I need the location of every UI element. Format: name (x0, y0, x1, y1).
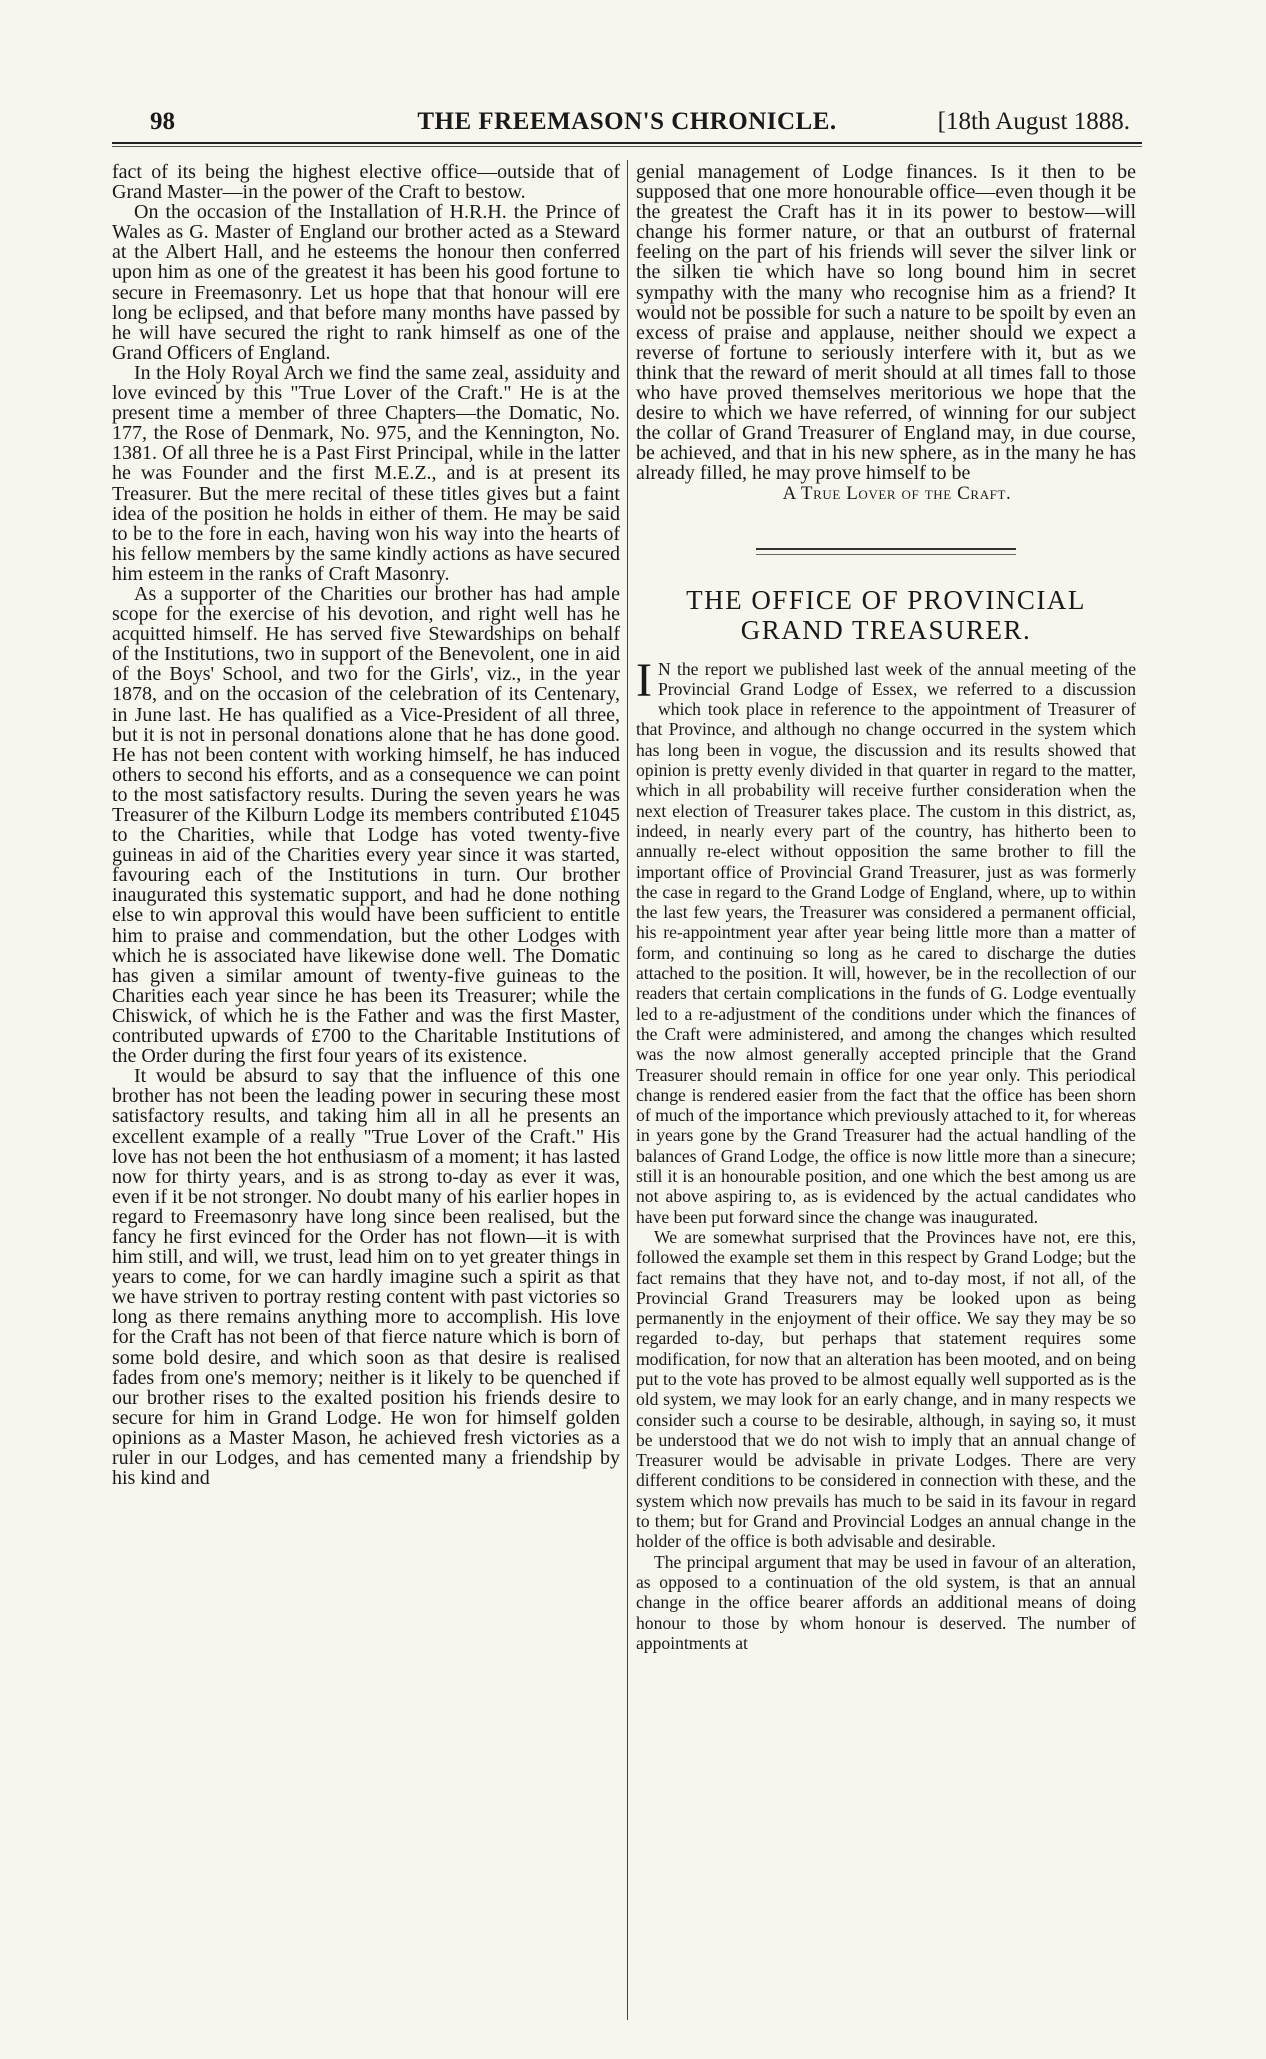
page-header (112, 104, 1142, 140)
paragraph (636, 653, 1136, 1227)
page-number: 98 (150, 108, 175, 135)
paragraph: We are somewhat surprised that the Provinces have not, ere this, followed the example set them in this respect by Grand Lodge; but the fact remains that they have not, and to-day most, if not all, of the Provincial Grand Treasurers may be looked upon as being permanently in the enjoyment of their office. We say they may be so regarded to-day, but perhaps that statement requires some modification, for now that an alteration has been mooted, and on being put to the vote has proved to be almost equally well supported as is the old system, we may look for an early change, and in many respects we consider such a course to be desirable, although, in saying so, it must be understood that we do not wish to imply that an annual change of Treasurer would be advisable in private Lodges. There are very different conditions to be considered in connection with these, and the system which now prevails has much to be said in its favour in regard to them; but for Grand and Provincial Lodges an annual change in the holder of the office is both advisable and desirable. (636, 1226, 1136, 1552)
paragraph: It would be absurd to say that the influence of this one brother has not been the leading power in securing these most satisfactory results, and taking him all in all he presents an excellent example of a really "True Lover of the Craft." His love has not been the hot enthusiasm of a moment; it has lasted now for thirty years, and is as strong to-day as ever it was, even if it be not stronger. No doubt many of his earlier hopes in regard to Freemasonry have long since been realised, but the fancy he first evinced for the Order has not flown—it is with him still, and will, we trust, lead him on to yet greater things in years to come, for we can hardly imagine such a spirit as that we have striven to portray resting content with past victories so long as there remains anything more to accomplish. His love for the Craft has not been of that fierce nature which is born of some bold desire, and which soon as that desire is realised fades from one's memory; neither is it likely to be quenched if our brother rises to the exalted position his friends desire to secure for him in Grand Lodge. He won for himself golden opinions as a Master Mason, he achieved fresh victories as a ruler in our Lodges, and has cemented many a friendship by his kind and (112, 1065, 620, 1490)
issue-date: [18th August 1888. (937, 108, 1130, 135)
right-column (636, 162, 1136, 1653)
paragraph: genial management of Lodge finances. Is it then to be supposed that one more honourable office—even though it be the greatest the Craft has it in its power to bestow—will change his former nature, or that an outburst of fraternal feeling on the part of his friends will sever the silver link or the silken tie which have so long bound him in secret sympathy with the many who recognise him as a friend? It would not be possible for such a nature to be spoilt by even an excess of praise and applause, neither should we expect a reverse of fortune to seriously interfere with it, but as we think that the reward of merit should at all times fall to those who have proved themselves meritorious we hope that the desire to which we have referred, of winning for our subject the collar of Grand Treasurer of England may, in due course, be achieved, and that in his new sphere, as in the many he has already filled, he may prove himself to be (636, 161, 1136, 485)
header-rule (112, 142, 1142, 144)
article-title: THE OFFICE OF PROVINCIAL GRAND TREASURER. (686, 584, 1086, 645)
column-divider (627, 160, 628, 2020)
paragraph: The principal argument that may be used in favour of an alteration, as opposed to a continuation of the old system, is that an annual change in the office bearer affords an additional means of doing honour to those by whom honour is deserved. The number of appointments at (636, 1551, 1136, 1653)
publication-title: THE FREEMASON'S CHRONICLE. (417, 108, 837, 135)
paragraph: As a supporter of the Charities our brother has had ample scope for the exercise of his devotion, and right well has he acquitted himself. He has served five Stewardships on behalf of the Institutions, two in support of the Benevolent, one in aid of the Boys' School, and two for the Girls', viz., in the year 1878, and on the occasion of the celebration of its Centenary, in June last. He has qualified as a Vice-President of all three, but it is not in personal donations alone that he has done good. He has not been content with working himself, he has induced others to second his efforts, and as a consequence we can point to the most satisfactory results. During the seven years he was Treasurer of the Kilburn Lodge its members contributed £1045 to the Charities, while that Lodge has voted twenty-five guineas in aid of the Charities every year since it was started, favouring each of the Institutions in turn. Our brother inaugurated this systematic support, and had he done nothing else to win approval this would have been sufficient to entitle him to praise and commendation, but the other Lodges with which he is associated have likewise done well. The Domatic has given a similar amount of twenty-five guineas to the Charities each year since he has been its Treasurer; while the Chiswick, of which he is the Father and was the first Master, contributed upwards of £700 to the Charitable Institutions of the Order during the first four years of its existence. (112, 582, 620, 1068)
section-separator-thin (756, 554, 1016, 555)
drop-cap: I (636, 653, 652, 707)
section-separator (756, 548, 1016, 550)
article-body (636, 653, 1136, 1654)
header-rule-thin (112, 146, 1142, 147)
paragraph: In the Holy Royal Arch we find the same zeal, assiduity and love evinced by this "True Lover of the Craft." He is at the present time a member of three Chapters—the Domatic, No. 177, the Rose of Denmark, No. 975, and the Kennington, No. 1381. Of all three he is a Past First Principal, while in the latter he was Founder and the first M.E.Z., and is at present its Treasurer. But the mere recital of these titles gives but a faint idea of the position he holds in either of them. He may be said to be to the fore in each, having won his way into the hearts of his fellow members by the same kindly actions as have secured him esteem in the ranks of Craft Masonry. (112, 361, 620, 585)
paragraph: fact of its being the highest elective office—outside that of Grand Master—in the power of the Craft to bestow. (112, 161, 620, 204)
paragraph-text: N the report we published last week of the annual meeting of the Provincial Grand Lodge of Essex, we referred to a discussion which took place in reference to the appointment of Treasurer of that Province, and although no change occurred in the system which has long been in vogue, the discussion and its results showed that opinion is pretty evenly divided in that quarter in regard to the matter, which in all probability will receive further consideration when the next election of Treasurer takes place. The custom in this district, as, indeed, in nearly every part of the country, has hitherto been to annually re-elect without opposition the same brother to fill the important office of Provincial Grand Treasurer, just as was formerly the case in regard to the Grand Lodge of England, where, up to within the last few years, the Treasurer was considered a permanent official, his re-appointment year after year being little more than a matter of form, and continuing so long as he cared to discharge the duties attached to the position. It will, however, be in the recollection of our readers that certain complications in the funds of G. Lodge eventually led to a re-adjustment of the conditions under which the finances of the Craft were administered, and among the changes which resulted was the now almost generally accepted principle that the Grand Treasurer should remain in office for one year only. This periodical change is rendered easier from the fact that the office has been shorn of much of the importance which previously attached to it, for whereas in years gone by the Grand Treasurer had the actual handling of the balances of Grand Lodge, the office is now little more than a sinecure; still it is an honourable position, and one which the best among us are not above aspiring to, as is evidenced by the actual candidates who have been put forward since the change was inaugurated. (636, 658, 1136, 1227)
paragraph: On the occasion of the Installation of H.R.H. the Prince of Wales as G. Master of England our brother acted as a Steward at the Albert Hall, and he esteems the honour then conferred upon him as one of the greatest it has been his good fortune to secure in Freemasonry. Let us hope that that honour will ere long be eclipsed, and that before many months have passed by he will have secured the right to rank himself as one of the Grand Officers of England. (112, 201, 620, 364)
signature: A True Lover of the Craft. (782, 482, 1012, 504)
left-column (112, 162, 620, 1488)
